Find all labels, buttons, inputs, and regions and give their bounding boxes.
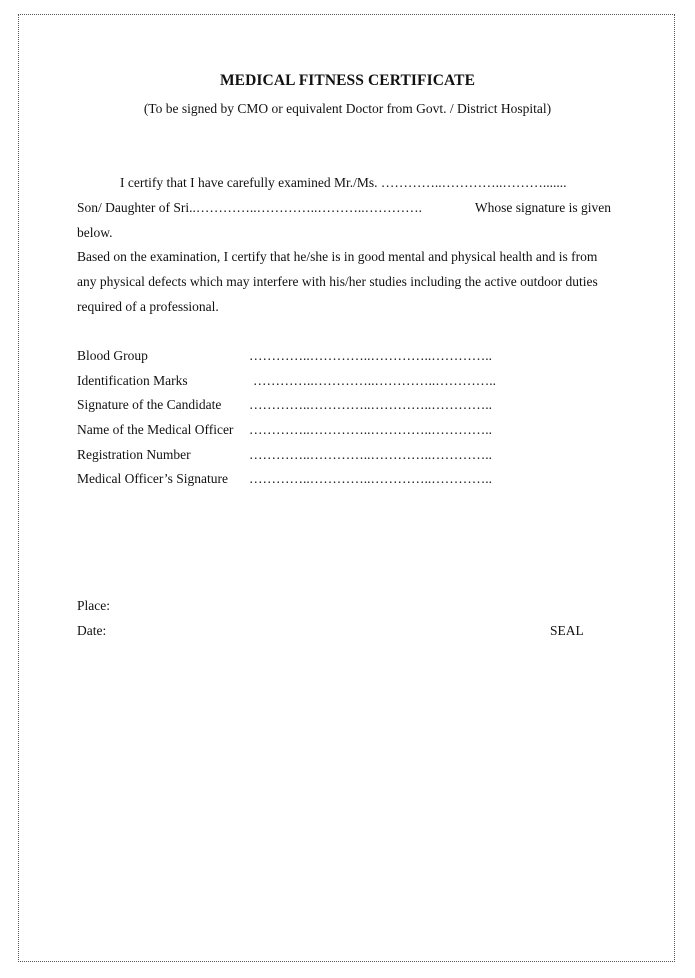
certify-line-parent <box>77 196 611 221</box>
field-dots: …………..…………..…………..………….. <box>249 397 492 413</box>
parent-name-blank: Son/ Daughter of Sri..…………..…………..………..…………. <box>77 199 422 215</box>
field-dots: …………..…………..…………..………….. <box>249 422 492 438</box>
certificate-title: MEDICAL FITNESS CERTIFICATE <box>219 72 476 89</box>
field-row-blood-group <box>77 344 492 369</box>
assessment-paragraph: Based on the examination, I certify that he/she is in good mental and physical health and is from any physical defects which may interfere with his/her studies including the active outdoor duties required of a professional. <box>77 249 598 314</box>
field-label: Medical Officer’s Signature <box>77 471 228 487</box>
place-label: Place: <box>77 598 110 613</box>
certify-line-below: below. <box>77 224 113 240</box>
field-dots: …………..…………..…………..………….. <box>249 446 492 462</box>
fields-section <box>77 344 496 492</box>
field-label: Identification Marks <box>77 372 188 388</box>
certification-paragraph <box>77 171 611 245</box>
field-dots: …………..…………..…………..………….. <box>249 348 492 363</box>
field-row-registration-number <box>77 443 492 468</box>
field-row-identification-marks <box>77 369 496 394</box>
date-label: Date: <box>77 623 107 638</box>
certificate-subtitle: (To be signed by CMO or equivalent Doctor from Govt. / District Hospital) <box>143 101 552 116</box>
field-row-candidate-signature <box>77 393 492 418</box>
field-dots: …………..…………..…………..………….. <box>253 372 496 388</box>
seal-label: SEAL <box>550 623 584 638</box>
field-row-medical-officer-signature <box>77 467 492 492</box>
field-label: Name of the Medical Officer <box>77 422 234 438</box>
field-dots: …………..…………..…………..………….. <box>249 471 492 487</box>
field-row-medical-officer-name <box>77 418 492 443</box>
field-label: Blood Group <box>77 348 148 363</box>
field-label: Signature of the Candidate <box>77 397 222 413</box>
certify-line-examined: I certify that I have carefully examined Mr./Ms. …………..…………..………....... <box>120 175 567 190</box>
signature-given-text: Whose signature is given <box>474 199 611 215</box>
field-label: Registration Number <box>77 446 191 462</box>
